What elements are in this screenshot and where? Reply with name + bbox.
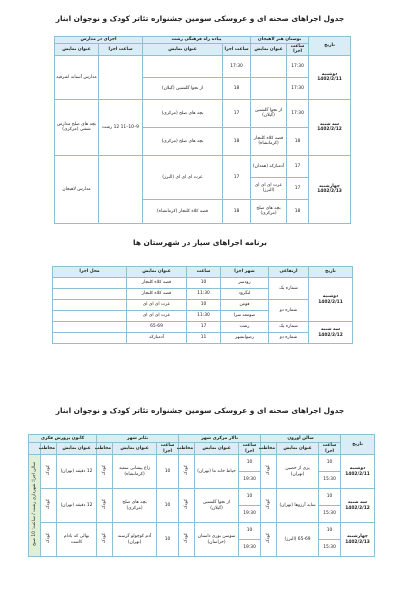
date-cell [341,523,375,557]
time-cell: 10 [239,455,261,472]
audience-label: کودک [183,533,189,544]
time-cell: 18 [287,199,309,223]
time-cell: 15:30 [319,540,341,557]
time-cell: 17 [223,155,251,199]
audience-cell [41,489,57,523]
header-venue-central: تالار مرکزی شهر [179,435,261,443]
title-cell: بچه های صلح (مرکزی) [143,99,223,127]
title-cell: مدارس آستانه اشرفیه [55,55,99,99]
date-cell [309,155,351,223]
header-venue-schools: اجرای در مدارس [55,37,143,44]
venue-cell [53,311,127,322]
header-title: عنوان نمایش [195,443,239,455]
title-cell: مدارس لاهیجان [55,155,99,223]
audience-label: کودک [265,465,271,476]
day-date: 1402/2/11 [317,77,342,83]
audience-label: کودک [265,499,271,510]
header-venue-kanoon: کانون پرورش فکری [29,435,97,443]
title-cell [251,55,287,77]
audience-label: کودک [183,499,189,510]
title-cell: بچه های صلح (مرکزی) [113,489,157,523]
header-venue-oroon: سالن اورون [261,435,341,443]
day-date: 1402/2/11 [318,299,343,305]
mobile-performances-table [52,266,353,344]
audience-cell [97,455,113,489]
audience-label: کودک [183,465,189,476]
audience-label: کودک [101,533,107,544]
day-name: دوشنبه [321,71,338,77]
header-title: عنوان نمایش [55,44,99,56]
title-cell: آدم کوچولو گرسنه (تهران) [113,523,157,557]
title-cell: آدمبازکه (همدان) [251,155,287,177]
time-cell: 17 [287,177,309,199]
header-audience: مخاطب [261,443,277,455]
audience-cell [179,455,195,489]
header-city: ارتفاعی [269,267,309,278]
time-cell: 19:30 [239,472,261,489]
page-title-3: جدول اجراهای صحنه ای و عروسکی سومین جشنواره تئاتر کودک و نوجوان ابنار [55,406,345,415]
audience-cell [41,455,57,489]
header-audience: مخاطب [97,443,113,455]
place-cell: صومعه سرا [221,311,269,322]
time-cell: 17:30 [287,77,309,99]
header-date: تاریخ [309,37,351,56]
time-cell: 18 [287,127,309,155]
audience-cell [41,523,57,557]
audience-cell [97,523,113,557]
header-date: تاریخ [341,435,375,455]
title-cell [251,77,287,99]
time-cell: 10 [157,523,179,557]
time-cell: 18 [223,77,251,99]
city-cell: شماره دو [269,333,309,344]
title-cell: قصه کلاه کلنجار (کرمانشاه) [251,127,287,155]
time-cell: 17 [287,155,309,177]
header-venue-city-theatre: تئاتر شهر [97,435,179,443]
day-name: سه شنبه [348,500,368,506]
date-cell [341,455,375,489]
header-title: عنوان نمایش [127,267,187,278]
venue-cell [53,322,127,333]
day-date: 1402/2/13 [345,539,370,545]
audience-cell [261,489,277,523]
title-cell: حیاط خانه ما (تهران) [195,455,239,489]
title-cell: نهالی که بادام کاشت [57,523,97,557]
venue-cell [53,300,127,311]
time-cell: 10 [187,278,221,289]
place-cell: رودسر [221,278,269,289]
time-cell: 10 [157,489,179,523]
title-cell: از نجوا گلشتین (گیلان) [143,77,223,99]
header-title: عنوان نمایش [57,443,97,455]
header-audience: مخاطب [41,443,57,455]
place-cell: رضوانشهر [221,333,269,344]
time-cell: 17:30 [223,55,251,77]
header-place: شهر اجرا [221,267,269,278]
day-date: 1402/2/12 [345,505,370,511]
place-cell: رشت [221,322,269,333]
date-cell [309,55,351,99]
day-date: 1402/2/12 [317,127,342,133]
title-cell: بچه های صلح (مرکزی) [143,127,223,155]
day-name: دوشنبه [322,294,339,300]
audience-label: کودک [101,499,107,510]
time-cell: 15:30 [319,472,341,489]
title-cell: قصه کلاه کلنجار [127,289,187,300]
venue-cell [53,278,127,289]
title-cell: آدمبازکه [127,333,187,344]
time-cell [99,155,143,223]
time-cell: 10 [157,455,179,489]
date-cell [309,322,353,344]
header-venue-lahijan: بوستان هنر لاهیجان [251,37,309,44]
time-cell: 17 [223,99,251,127]
header-title: عنوان نمایش [113,443,157,455]
time-cell: 10 [239,523,261,540]
header-time: ساعت اجرا [319,443,341,455]
day-name: سه شنبه [320,327,341,333]
city-cell: شماره یک [269,278,309,300]
header-audience: مخاطب [179,443,195,455]
title-cell: از نجوا گلشتین (گیلان) [195,489,239,523]
title-cell: زاغ پیشانی سفید (کرمانشاه) [113,455,157,489]
time-cell: 17:30 [287,99,309,127]
side-note: سالن اجرا: شهرداری رشت / ساعت: 10 صبح [31,462,37,547]
day-name: دوشنبه [349,466,366,472]
time-cell: 11:30 [187,289,221,300]
time-cell: 10 [319,489,341,506]
hall-schedule-table [28,434,375,557]
title-cell: عزت ای ای ای (البرز) [251,177,287,199]
page-title-2: برنامه اجراهای سیار در شهرستان ها [133,238,267,247]
audience-cell [97,489,113,523]
time-cell: 10 [319,455,341,472]
title-cell [143,55,223,77]
time-cell: 18 [223,199,251,223]
time-cell: 17:30 [287,55,309,77]
header-title: عنوان نمایش [251,44,287,56]
city-cell: شماره دو [269,300,309,322]
title-cell: بچه های صلح مدارس شفتی (مرکزی) [55,99,99,155]
title-cell: عزت ای ای ای [127,300,187,311]
time-cell [99,55,143,99]
city-cell: شماره یک [269,322,309,333]
day-name: چهارشنبه [347,534,368,540]
festival-schedule-table [54,36,351,224]
title-cell: بچه های صلح (مرکزی) [251,199,287,223]
time-cell: 11:30 [187,311,221,322]
title-cell: 12 دقیقه (تهران) [57,455,97,489]
venue-cell [53,333,127,344]
time-cell: 18 [223,127,251,155]
header-title: عنوان نمایش [277,443,319,455]
title-cell: 65-69 (البرز) [277,523,319,557]
title-cell: 12 دقیقه (تهران) [57,489,97,523]
header-venue-rasht: پیاده راه فرهنگی رشت [143,37,251,44]
audience-label: کودک [45,499,51,510]
title-cell: 65-69 [127,322,187,333]
audience-label: کودک [265,533,271,544]
day-date: 1402/2/13 [317,189,342,195]
page-title-1: جدول اجراهای صحنه ای و عروسکی سومین جشنواره تئاتر کودک و نوجوان ابنار [55,14,345,23]
header-title: عنوان نمایش [143,44,223,56]
place-cell: فومن [221,300,269,311]
audience-cell [261,523,277,557]
time-cell: 19:30 [239,540,261,557]
day-date: 1402/2/11 [345,471,370,477]
time-cell: 9–10–11 12 رشت [99,99,143,155]
side-note-cell [29,455,41,557]
audience-cell [179,489,195,523]
audience-label: کودک [45,533,51,544]
audience-cell [261,455,277,489]
title-cell: عزت ای ای ای [127,311,187,322]
audience-label: کودک [45,465,51,476]
audience-cell [179,523,195,557]
time-cell: 17 [187,322,221,333]
title-cell: قصه کلاه کلنجار [127,278,187,289]
title-cell: از نجوا گلشتین (گیلان) [251,99,287,127]
header-date: تاریخ [309,267,353,278]
title-cell: عزت ای ای ای (البرز) [143,155,223,199]
date-cell [309,278,353,322]
time-cell: 10 [319,523,341,540]
time-cell: 11 [187,333,221,344]
header-time: ساعت اجرا [223,44,251,56]
day-name: چهارشنبه [319,183,340,189]
title-cell: سوسن نوری داستان (خراسان) [195,523,239,557]
title-cell: پری از حصین (تهران) [277,455,319,489]
venue-cell [53,289,127,300]
date-cell [341,489,375,523]
header-time: ساعت اجرا [239,443,261,455]
header-time: ساعت اجرا [157,443,179,455]
time-cell: 10 [239,489,261,506]
time-cell: 10 [187,300,221,311]
header-venue: محل اجرا [53,267,127,278]
audience-label: کودک [101,465,107,476]
header-time: ساعت [187,267,221,278]
header-time: ساعت اجرا [99,44,143,56]
time-cell: 15:30 [319,506,341,523]
header-time: ساعت اجرا [287,44,309,56]
title-cell: قصه کلاه کلنجار (کرمانشاه) [143,199,223,223]
place-cell: لنگرود [221,289,269,300]
title-cell: سایه آرزوها (تهران) [277,489,319,523]
time-cell: 19:30 [239,506,261,523]
date-cell [309,99,351,155]
day-date: 1402/2/12 [318,332,343,338]
day-name: سه شنبه [319,121,340,127]
